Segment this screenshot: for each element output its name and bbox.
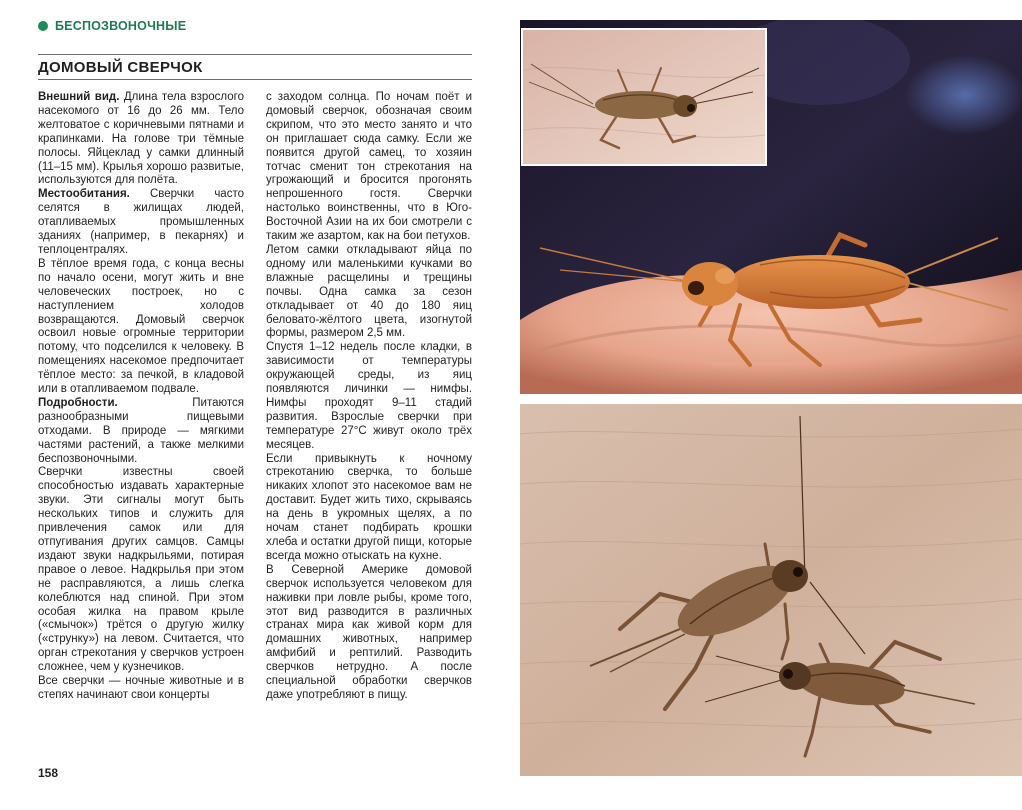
paragraph-label-details: Подробности. [38,396,118,409]
title-rule-top [38,54,472,55]
paragraph-text: В тёплое время года, с конца весны по начало осени, могут жить и вне человеческих построек, но с наступлением холодов возвращаются. Домовый сверчок освоил новые огромные территории потому, что подселился к человеку. В помещениях насекомое предпочитает тёплое место: за печкой, в кладовой или в отапливаемом подвале. [38,257,244,396]
text-column-left [38,91,244,751]
photo-two-crickets [520,404,1022,776]
photo-inset-cricket [521,28,767,166]
paragraph-text: Все сверчки — ночные животные и в степях начинают свои концерты [38,675,244,701]
paragraph-text: Питаются разнообразными пищевыми отходами. В природе — мягкими частями растений, а также мелкими беспозвоночными. [38,396,244,465]
text-column-right [266,91,472,751]
paragraph-text: В Северной Америке домовой сверчок используется человеком для наживки при ловле рыбы, кроме того, этот вид разводится в различных странах мира как живой корм для домашних животных, например амфибий и рептилий. Разводить сверчков нетрудно. А после специальной обработки сверчков даже употребляют в пищу. [266,563,472,701]
paragraph-text: с заходом солнца. По ночам поёт и домовый сверчок, обозначая своим скрипом, что это место занято и что он приглашает сюда самку. Если же появится другой самец, то хозяин тотчас сменит тон стрекотания на угрожающий и бросится прогонять непрошенного гостя. Сверчки настолько воинственны, что в Юго-Восточной Азии на их бои смотрели с таким же азартом, как на бои петухов. [266,91,472,243]
paragraph-text: Сверчки известны своей способностью издавать характерные звуки. Эти сигналы могут быть нескольких типов и служить для привлечения самок или для отпугивания других самцов. Самцы издают звуки надкрыльями, потирая правое о левое. Надкрылья при этом не расправляются, а лишь слегка колеблются над спиной. При этом особая жилка на правом крыле («смычок») трётся о другую жилку («струнку») на левом. Считается, что орган стрекотания у сверчков устроен сложнее, чем у кузнечиков. [38,466,244,674]
two-crickets-illustration [520,404,1022,776]
paragraph-text: Если привыкнуть к ночному стрекотанию сверчка, то больше никаких хлопот это насекомое вам не доставит. Будет жить тихо, скрываясь на день в укромных щелях, а по ночам станет подбирать крошки хлеба и остатки другой пищи, которые всегда можно отыскать на кухне. [266,452,472,562]
paragraph-text: Длина тела взрослого насекомого от 16 до 26 мм. Тело желтоватое с коричневыми пятнами и крапинками. На голове три тёмные полосы. Яйцеклад у самки длинный (11–15 мм). Крылья хорошо развитые, используются для полёта. [38,91,244,187]
cricket-inset-illustration [523,30,765,164]
paragraph-text: Спустя 1–12 недель после кладки, в зависимости от температуры окружающей среды, из яиц появляются личинки — нимфы. Нимфы проходят 9–11 стадий развития. Взрослые сверчки при температуре 27°С живут около трёх месяцев. [266,341,472,451]
paragraph-details [38,397,244,467]
paragraph-text: Сверчки часто селятся в жилищах людей, отапливаемых промышленных зданиях (например, в пекарнях) и теплоцентралях. [38,188,244,256]
paragraph-label-habitat: Местообитания. [38,188,130,201]
paragraph-text: Летом самки откладывают яйца по одному или маленькими кучками во влажные расщелины и трещины почвы. Одна самка за сезон откладывает от 40 до 180 яиц беловато-жёлтого цвета, изогнутой формы, размером 2,5 мм. [266,243,472,340]
section-label: БЕСПОЗВОНОЧНЫЕ [55,19,187,33]
page-title: ДОМОВЫЙ СВЕРЧОК [38,59,203,76]
section-bullet-icon [38,21,48,31]
paragraph-appearance [38,91,244,188]
section-header [38,19,186,33]
title-rule-bottom [38,79,472,80]
page-number: 158 [38,766,59,780]
paragraph-label-appearance: Внешний вид. [38,91,120,103]
paragraph-habitat [38,188,244,258]
